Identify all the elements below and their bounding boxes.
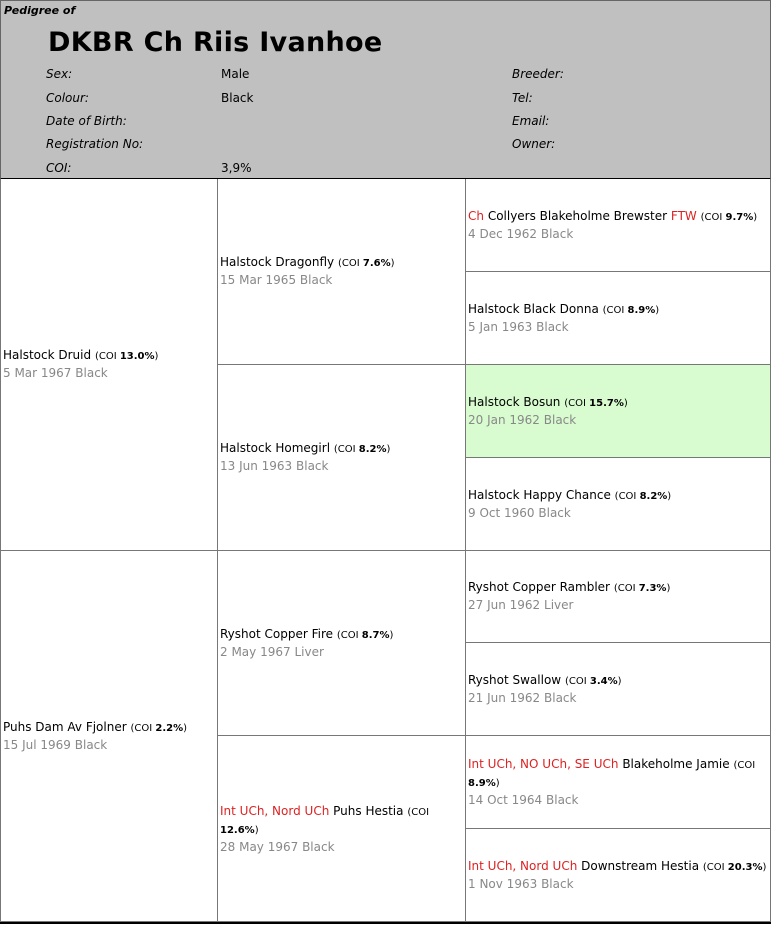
coi-prefix: COI (568, 397, 586, 409)
ancestor-birth-date: 27 Jun 1962 (468, 598, 541, 613)
ancestor-colour: Black (536, 319, 569, 334)
coi-value: 15.7% (589, 397, 624, 409)
sex-label: Sex: (46, 67, 73, 81)
ancestor-coi: (COI 12.6%) (220, 806, 430, 836)
pedigree-cell (466, 736, 771, 829)
email-label: Email: (512, 114, 550, 128)
ancestor-name: Ryshot Copper Rambler (468, 580, 610, 595)
coi-value: 3,9% (221, 161, 252, 175)
coi-prefix: COI (737, 760, 756, 772)
ancestor-name: Downstream Hestia (581, 859, 700, 874)
coi-prefix: COI (340, 629, 359, 641)
coi-value: 20.3% (727, 862, 763, 874)
ancestor-coi: (COI 7.6%) (337, 258, 395, 270)
ancestor-name-line (220, 254, 463, 272)
ancestor-colour: Liver (544, 598, 574, 613)
pedigree-cell (0, 179, 218, 551)
ancestor-titles: Ch (468, 208, 484, 223)
ancestor-name-line (220, 440, 463, 458)
breeder-label: Breeder: (512, 67, 564, 81)
ancestor-coi: (COI 20.3%) (702, 862, 767, 874)
coi-value: 12.6% (220, 824, 255, 836)
ancestor-birth-date: 15 Jul 1969 (3, 737, 71, 752)
ancestor-birth-line (468, 319, 768, 335)
ancestor-colour: Black (543, 412, 577, 427)
coi-value: 8.9% (468, 778, 496, 790)
ancestor-name: Ryshot Copper Fire (220, 626, 334, 641)
coi-prefix: COI (98, 351, 117, 363)
ancestor-birth-line (468, 226, 768, 242)
ancestor-entry (468, 858, 768, 892)
ancestor-name: Puhs Dam Av Fjolner (3, 719, 127, 734)
ancestor-colour: Black (296, 459, 329, 474)
ancestor-birth-line (220, 644, 463, 660)
ancestor-suffix: FTW (670, 208, 697, 223)
pedigree-of-label: Pedigree of (4, 4, 76, 17)
ancestor-name: Halstock Dragonfly (220, 255, 335, 270)
pedigree-cell (466, 365, 771, 458)
ancestor-birth-line (468, 690, 768, 706)
ancestor-entry (468, 394, 768, 428)
pedigree-cell (466, 551, 771, 644)
pedigree-header (0, 0, 771, 180)
ancestor-entry (468, 301, 768, 335)
coi-value: 13.0% (119, 351, 155, 363)
pedigree-cell (466, 272, 771, 365)
ancestor-birth-date: 4 Dec 1962 (468, 226, 538, 241)
ancestor-name-line (468, 756, 768, 792)
ancestor-name-line (468, 301, 768, 319)
ancestor-colour: Black (540, 226, 574, 241)
coi-prefix: COI (706, 862, 725, 874)
coi-prefix: COI (606, 304, 625, 316)
pedigree-cell (466, 458, 771, 551)
ancestor-birth-date: 13 Jun 1963 (220, 459, 293, 474)
coi-value: 8.2% (639, 490, 668, 502)
ancestor-colour: Black (544, 691, 577, 706)
ancestor-name-line (468, 579, 768, 597)
ancestor-entry (220, 803, 463, 855)
ancestor-coi: (COI 3.4%) (564, 676, 622, 688)
owner-label: Owner: (512, 137, 556, 151)
pedigree-cell (466, 829, 771, 922)
ancestor-coi: (COI 8.9%) (468, 760, 756, 790)
ancestor-birth-date: 5 Mar 1967 (3, 366, 72, 381)
tel-label: Tel: (512, 91, 533, 105)
coi-prefix: COI (568, 676, 587, 688)
ancestor-coi: (COI 8.7%) (336, 629, 394, 641)
ancestor-birth-line (3, 737, 215, 753)
coi-prefix: COI (134, 722, 153, 734)
coi-label: COI: (46, 161, 72, 175)
pedigree-cell (218, 551, 466, 737)
pedigree-cell (218, 179, 466, 365)
ancestor-birth-date: 28 May 1967 (220, 839, 299, 854)
ancestor-colour: Liver (294, 644, 324, 659)
ancestor-birth-date: 2 May 1967 (220, 644, 291, 659)
ancestor-coi: (COI 9.7%) (700, 211, 758, 223)
bottom-rule (0, 922, 771, 924)
ancestor-name-line (220, 626, 463, 644)
ancestor-name-line (468, 672, 768, 690)
ancestor-name-line (468, 858, 768, 876)
ancestor-name-line (468, 487, 768, 505)
ancestor-birth-line (468, 505, 768, 521)
coi-value: 8.7% (361, 629, 390, 641)
ancestor-entry (468, 756, 768, 808)
sex-value: Male (221, 67, 250, 81)
ancestor-name: Puhs Hestia (333, 803, 404, 818)
ancestor-birth-line (468, 792, 768, 808)
ancestor-entry (3, 347, 215, 381)
coi-value: 9.7% (725, 211, 754, 223)
ancestor-colour: Black (541, 877, 574, 892)
ancestor-colour: Black (546, 793, 579, 808)
pedigree-cell (218, 736, 466, 922)
ancestor-birth-line (468, 876, 768, 892)
ancestor-name: Collyers Blakeholme Brewster (487, 208, 668, 223)
ancestor-birth-date: 1 Nov 1963 (468, 877, 538, 892)
ancestor-coi: (COI 15.7%) (564, 397, 628, 409)
ancestor-titles: Int UCh, NO UCh, SE UCh (468, 757, 619, 772)
coi-value: 7.6% (362, 258, 391, 270)
ancestor-colour: Black (75, 366, 108, 381)
coi-prefix: COI (617, 583, 636, 595)
ancestor-colour: Black (74, 737, 108, 752)
ancestor-titles: Int UCh, Nord UCh (220, 803, 330, 818)
ancestor-name: Halstock Bosun (468, 394, 561, 409)
ancestor-birth-date: 15 Mar 1965 (220, 273, 297, 288)
ancestor-entry (220, 626, 463, 660)
registration-label: Registration No: (46, 137, 144, 151)
coi-value: 8.9% (627, 304, 656, 316)
ancestor-coi: (COI 13.0%) (94, 351, 159, 363)
ancestor-coi: (COI 8.2%) (333, 444, 391, 456)
ancestor-colour: Black (538, 505, 571, 520)
pedigree-cell (466, 643, 771, 736)
ancestor-entry (220, 440, 463, 474)
pedigree-cell (0, 551, 218, 923)
ancestor-colour: Black (299, 273, 333, 288)
coi-value: 7.3% (638, 583, 667, 595)
ancestor-birth-date: 14 Oct 1964 (468, 793, 543, 808)
ancestor-name-line (220, 803, 463, 839)
coi-prefix: COI (618, 490, 637, 502)
ancestor-colour: Black (302, 839, 335, 854)
pedigree-cell (466, 179, 771, 272)
ancestor-coi: (COI 2.2%) (130, 722, 188, 734)
ancestor-name-line (468, 208, 768, 226)
ancestor-titles: Int UCh, Nord UCh (468, 859, 578, 874)
ancestor-entry (468, 487, 768, 521)
ancestor-name: Halstock Happy Chance (468, 487, 611, 502)
ancestor-name: Blakeholme Jamie (622, 757, 730, 772)
ancestor-entry (468, 579, 768, 613)
ancestor-birth-date: 9 Oct 1960 (468, 505, 535, 520)
coi-value: 3.4% (589, 676, 618, 688)
ancestor-entry (468, 672, 768, 706)
coi-prefix: COI (341, 258, 360, 270)
ancestor-name: Ryshot Swallow (468, 673, 562, 688)
ancestor-birth-date: 20 Jan 1962 (468, 412, 540, 427)
ancestor-name: Halstock Druid (3, 348, 92, 363)
ancestor-name-line (3, 719, 215, 737)
coi-value: 8.2% (358, 444, 387, 456)
pedigree-cell (218, 365, 466, 551)
ancestor-name-line (3, 347, 215, 365)
dob-label: Date of Birth: (46, 114, 127, 128)
ancestor-birth-line (3, 365, 215, 381)
ancestor-name: Halstock Black Donna (468, 301, 599, 316)
ancestor-entry (468, 208, 768, 242)
coi-value: 2.2% (155, 722, 184, 734)
ancestor-birth-line (468, 597, 768, 613)
coi-prefix: COI (337, 444, 356, 456)
ancestor-coi: (COI 7.3%) (613, 583, 671, 595)
ancestor-name: Halstock Homegirl (220, 441, 331, 456)
ancestor-coi: (COI 8.2%) (614, 490, 672, 502)
ancestor-birth-date: 21 Jun 1962 (468, 691, 541, 706)
ancestor-birth-line (220, 272, 463, 288)
colour-label: Colour: (46, 91, 89, 105)
colour-value: Black (221, 91, 254, 105)
ancestor-coi: (COI 8.9%) (602, 304, 660, 316)
ancestor-birth-line (220, 839, 463, 855)
dog-name-title: DKBR Ch Riis Ivanhoe (48, 27, 383, 58)
ancestor-birth-line (468, 412, 768, 428)
coi-prefix: COI (704, 211, 723, 223)
ancestor-name-line (468, 394, 768, 412)
ancestor-entry (220, 254, 463, 288)
coi-prefix: COI (411, 806, 430, 818)
ancestor-birth-line (220, 458, 463, 474)
ancestor-entry (3, 719, 215, 753)
ancestor-birth-date: 5 Jan 1963 (468, 319, 533, 334)
